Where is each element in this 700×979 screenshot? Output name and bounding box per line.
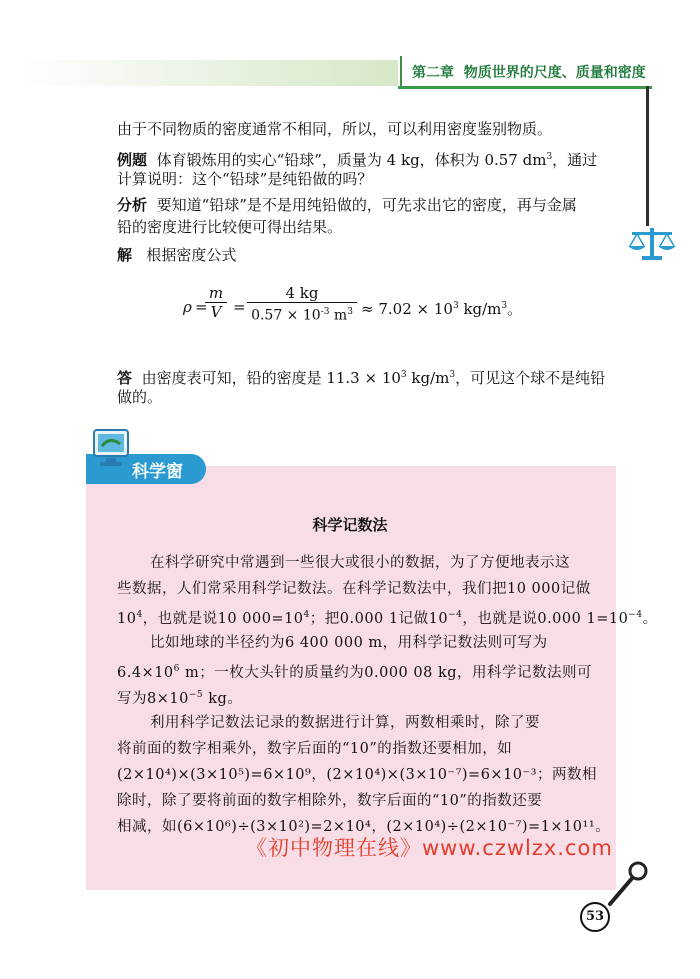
paragraph-intro: 由于不同物质的密度通常不相同，所以，可以利用密度鉴别物质。 bbox=[117, 120, 553, 138]
mass-over-volume-fraction bbox=[205, 284, 227, 321]
sci-line-2: 些数据，人们常采用科学记数法。在科学记数法中，我们把10 000记做 bbox=[117, 581, 591, 597]
sci-line-3: $10^4$，也就是说10 $000=10^4$；把0.000 1记做$10^{-4}$，也就是说0.000 $1=10^{-4}$。 bbox=[117, 610, 658, 627]
header-underline bbox=[398, 86, 652, 89]
analysis-line-2: 铅的密度进行比较便可得出结果。 bbox=[117, 218, 343, 236]
example-body: 体育锻炼用的实心“铅球”，质量为 4 kg，体积为 0.57 dm bbox=[156, 151, 547, 169]
computer-icon bbox=[92, 428, 132, 474]
volume-symbol: V bbox=[210, 303, 222, 321]
example-sup: 3 bbox=[546, 152, 553, 162]
side-rule bbox=[646, 86, 649, 226]
fraction-numerator: 4 kg bbox=[247, 284, 357, 303]
solution-label: 解 bbox=[117, 246, 133, 264]
answer-line: 答 由密度表可知，铅的密度是 $11.3 \times 10^3$ $kg/m^3$，可见这个球不是纯铅 bbox=[117, 369, 606, 387]
solution-line bbox=[117, 244, 236, 266]
example-line-2: 计算说明：这个“铅球”是纯铅做的吗？ bbox=[117, 170, 373, 188]
answer-label: 答 bbox=[117, 369, 133, 387]
sci-line-1: 在科学研究中常遇到一些很大或很小的数据，为了方便地表示这 bbox=[150, 555, 570, 571]
sci-line-7: 利用科学记数法记录的数据进行计算，两数相乘时，除了要 bbox=[150, 715, 540, 731]
answer-line-2: 做的。 bbox=[117, 388, 163, 406]
chapter-title: 物质世界的尺度、质量和密度 bbox=[463, 65, 646, 81]
header-gradient-bar bbox=[20, 60, 398, 86]
balance-scale-icon bbox=[626, 224, 678, 264]
sci-line-5: $6.4\times 10^6$ m；一枚大头针的质量约为0.000 08 kg，用科学记数法则可 bbox=[117, 664, 593, 681]
chapter-number: 第二章 bbox=[412, 65, 454, 81]
mass-symbol: m bbox=[205, 284, 227, 303]
value-fraction bbox=[247, 284, 357, 325]
fraction-denominator: $0.57 \times 10^{-3}$ $m^3$ bbox=[251, 307, 353, 324]
page-number: 53 bbox=[580, 902, 610, 932]
sci-line-6: 写为$8\times 10^{-5}$ kg。 bbox=[117, 690, 243, 707]
sci-line-10: 除时，除了要将前面的数字相除外，数字后面的“10”的指数还要 bbox=[117, 793, 543, 809]
solution-body: 根据密度公式 bbox=[146, 246, 237, 264]
science-window-label: 科学窗 bbox=[132, 462, 183, 482]
sci-line-8: 将前面的数字相乘外，数字后面的“10”的指数还要相加，如 bbox=[117, 741, 513, 757]
sci-section-title: 科学记数法 bbox=[312, 516, 388, 534]
equals-sign-1: = bbox=[195, 298, 208, 316]
sci-line-9: (2×10⁴)×(3×10⁵)=6×10⁹，(2×10⁴)×(3×10⁻⁷)=6×10⁻³；两数相 bbox=[117, 767, 597, 783]
chapter-header bbox=[412, 62, 646, 82]
example-label: 例题 bbox=[117, 151, 148, 169]
density-formula bbox=[183, 284, 523, 334]
formula-result: ≈ $7.02 \times 10^3$ $kg/m^3$。 bbox=[361, 300, 523, 318]
watermark-text: 《初中物理在线》www.czwlzx.com bbox=[246, 836, 613, 860]
analysis-body: 要知道“铅球”是不是用纯铅做的，可先求出它的密度，再与金属 bbox=[156, 196, 577, 214]
example-body-end: ，通过 bbox=[552, 151, 598, 169]
sci-line-4: 比如地球的半径约为6 400 000 m，用科学记数法则可写为 bbox=[150, 635, 548, 651]
sci-line-11: 相减，如(6×10⁶)÷(3×10²)=2×10⁴，(2×10⁴)÷(2×10⁻⁷)=1×10¹¹。 bbox=[117, 819, 611, 835]
rho-symbol: ρ bbox=[183, 298, 192, 316]
equals-sign-2: = bbox=[233, 298, 246, 316]
magnifier-icon bbox=[604, 860, 650, 910]
analysis-label: 分析 bbox=[117, 196, 148, 214]
analysis-line bbox=[117, 194, 577, 216]
